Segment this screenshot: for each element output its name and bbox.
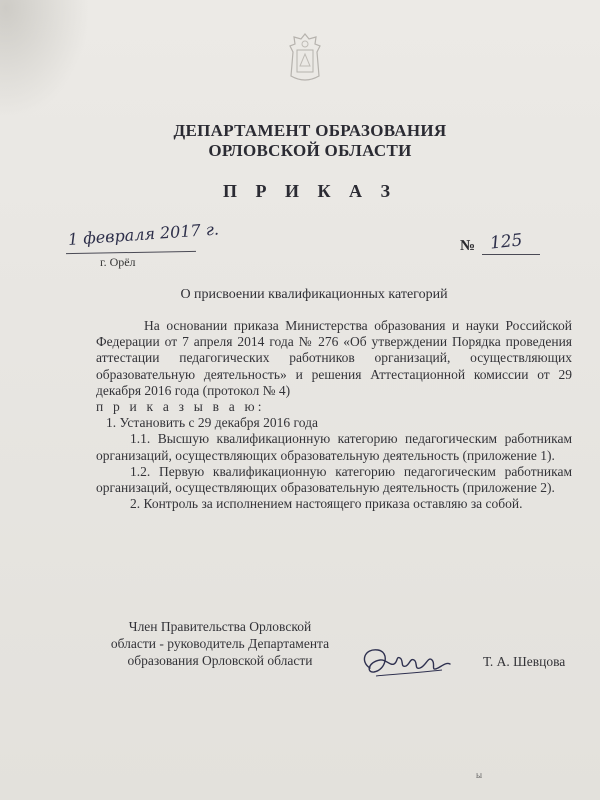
handwritten-date: 1 февраля 2017 г. xyxy=(67,219,220,249)
signatory-position-line1: Член Правительства Орловской xyxy=(128,619,312,634)
item-1: 1. Установить с 29 декабря 2016 года xyxy=(106,415,318,431)
coat-of-arms-icon xyxy=(287,32,323,84)
signatory-position-line2: области - руководитель Департамента xyxy=(110,636,330,651)
department-title-line2: ОРЛОВСКОЙ ОБЛАСТИ xyxy=(208,141,412,160)
department-title-line1: ДЕПАРТАМЕНТ ОБРАЗОВАНИЯ xyxy=(173,121,447,140)
item-1-2: 1.2. Первую квалификационную категорию педагогическим работникам организаций, осуществляющих образовательную деятельность (приложение 2). xyxy=(96,463,572,496)
item-2: 2. Контроль за исполнением настоящего приказа оставляю за собой. xyxy=(130,496,523,512)
signatory-position-line3: образования Орловской области xyxy=(127,653,313,668)
handwritten-signature xyxy=(356,640,456,682)
order-word: п р и к а з ы в а ю: xyxy=(96,399,265,415)
paper-fold-shadow xyxy=(0,0,90,120)
item-1-1: 1.1. Высшую квалификационную категорию педагогическим работникам организаций, осуществляющих образовательную деятельность (приложение 1). xyxy=(96,431,572,463)
date-underline xyxy=(66,251,196,254)
document-type-title: П Р И К А З xyxy=(222,181,398,201)
city-label: г. Орёл xyxy=(100,255,136,269)
order-number-label: № xyxy=(460,238,476,254)
footer-mark: ы xyxy=(476,770,483,780)
order-body xyxy=(96,318,572,512)
signatory-name: Т. А. Шевцова xyxy=(483,654,566,669)
order-number-handwritten: 125 xyxy=(489,230,524,254)
preamble-paragraph: На основании приказа Министерства образования и науки Российской Федерации от 7 апреля 2014 года № 276 «Об утверждении Порядка проведения аттестации педагогических работников организаций, осуществляющих образовательную деятельность» и решения Аттестационной комиссии от 29 декабря 2016 года (протокол № 4) xyxy=(96,318,572,398)
order-number-underline xyxy=(482,254,540,255)
order-subject: О присвоении квалификационных категорий xyxy=(180,287,448,302)
